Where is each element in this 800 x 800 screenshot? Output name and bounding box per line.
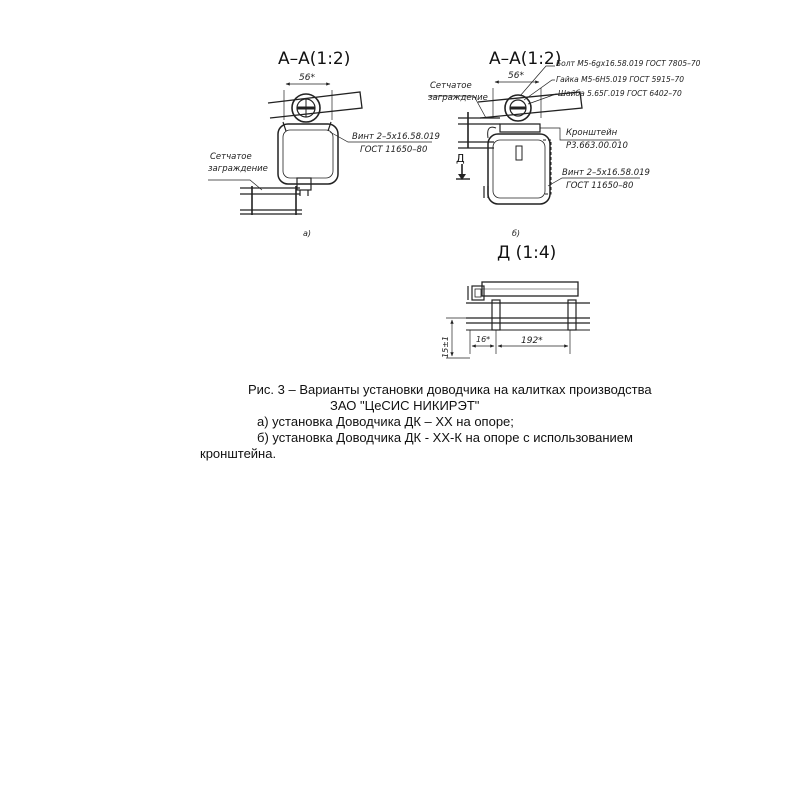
- caption-item-b-1: б) установка Доводчика ДК - ХХ-К на опоре с использованием: [257, 430, 633, 445]
- caption-line-2: ЗАО "ЦеСИС НИКИРЭТ": [330, 398, 480, 413]
- view-a-mesh-label-2: заграждение: [208, 164, 268, 174]
- view-a: [208, 49, 440, 238]
- view-b-washer-label: Шайба 5.65Г.019 ГОСТ 6402–70: [558, 89, 682, 98]
- view-a-title: А–А(1:2): [278, 49, 351, 69]
- view-a-screw-label-1: Винт 2–5х16.58.019: [352, 132, 440, 142]
- view-a-dim-width: 56*: [299, 73, 315, 83]
- technical-drawing: [0, 0, 800, 380]
- caption-line-1: Рис. 3 – Варианты установки доводчика на калитках производства: [248, 382, 652, 397]
- view-b-dim-width: 56*: [508, 71, 524, 81]
- view-d-dim-offset: 16*: [476, 335, 491, 344]
- view-b-bracket-label-2: Р3.663.00.010: [566, 141, 628, 151]
- view-d: [441, 243, 590, 358]
- view-d-dim-length: 192*: [521, 336, 543, 346]
- view-b-nut-label: Гайка М5-6Н5.019 ГОСТ 5915–70: [556, 75, 685, 84]
- caption-item-b-2: кронштейна.: [200, 446, 277, 461]
- view-a-screw-label-2: ГОСТ 11650–80: [360, 145, 428, 155]
- view-b-title: А–А(1:2): [489, 49, 562, 69]
- view-b-bolt-label: Болт М5-6gх16.58.019 ГОСТ 7805–70: [556, 59, 701, 68]
- view-a-mesh-label-1: Сетчатое: [210, 152, 252, 162]
- view-b-section-marker: Д: [456, 152, 465, 165]
- view-b-variant-label: б): [512, 229, 521, 238]
- view-d-title: Д (1:4): [497, 243, 557, 263]
- view-b-mesh-label-1: Сетчатое: [430, 81, 472, 91]
- view-d-dim-height: 15±1: [441, 336, 450, 358]
- view-b: [428, 49, 701, 238]
- view-b-mesh-label-2: заграждение: [428, 93, 488, 103]
- view-b-screw-label-1: Винт 2–5х16.58.019: [562, 168, 650, 178]
- caption-item-a: а) установка Доводчика ДК – ХХ на опоре;: [257, 414, 514, 429]
- view-b-screw-label-2: ГОСТ 11650–80: [566, 181, 634, 191]
- view-b-bracket-label-1: Кронштейн: [566, 128, 618, 138]
- view-a-variant-label: а): [303, 229, 312, 238]
